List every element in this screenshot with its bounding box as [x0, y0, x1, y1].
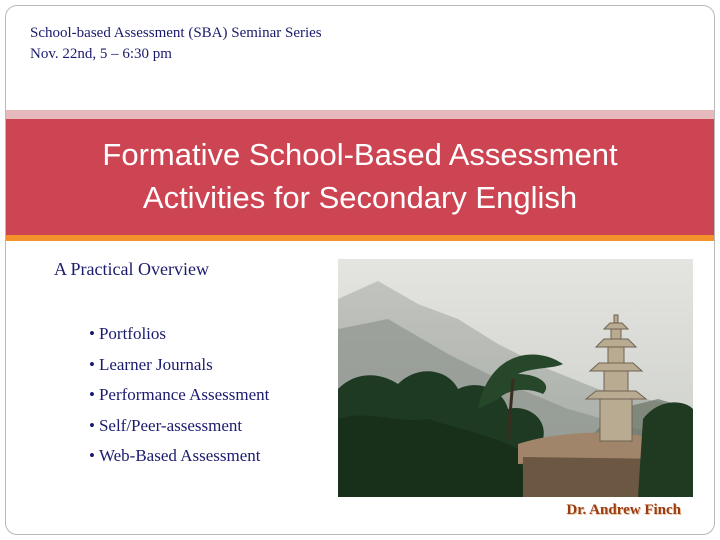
- title-line-2: Activities for Secondary English: [142, 180, 578, 215]
- topic-bullet-list: [89, 319, 269, 472]
- bullet-text: Learner Journals: [98, 354, 213, 374]
- bullet-dot-icon: •: [89, 324, 95, 343]
- bullet-text: Web-Based Assessment: [98, 446, 261, 465]
- bullet-dot-icon: •: [89, 446, 95, 465]
- slide-header: [30, 23, 322, 65]
- slide-frame: [5, 5, 715, 535]
- bullet-item: [89, 319, 269, 350]
- pink-divider-strip: [6, 110, 714, 119]
- bullet-item: [89, 350, 269, 381]
- bullet-text: Self/Peer-assessment: [98, 415, 243, 435]
- title-line-1: Formative School-Based Assessment: [102, 137, 618, 172]
- bullet-item: [89, 411, 269, 442]
- slide-subtitle: A Practical Overview: [54, 259, 209, 279]
- bullet-item: [89, 380, 269, 411]
- seminar-date-label: Nov. 22nd, 5 – 6:30 pm: [30, 46, 172, 62]
- slide-title: [6, 133, 714, 219]
- bullet-dot-icon: •: [89, 354, 95, 374]
- bullet-text: Performance Assessment: [98, 385, 270, 404]
- bullet-dot-icon: •: [89, 385, 95, 404]
- pagoda-landscape-photo: [338, 259, 693, 497]
- orange-accent-strip: [6, 235, 714, 241]
- author-name: Dr. Andrew Finch: [566, 502, 681, 518]
- bullet-item: [89, 441, 269, 472]
- bullet-dot-icon: •: [89, 415, 95, 435]
- seminar-series-label: School-based Assessment (SBA) Seminar Series: [30, 25, 322, 41]
- bullet-text: Portfolios: [98, 324, 167, 343]
